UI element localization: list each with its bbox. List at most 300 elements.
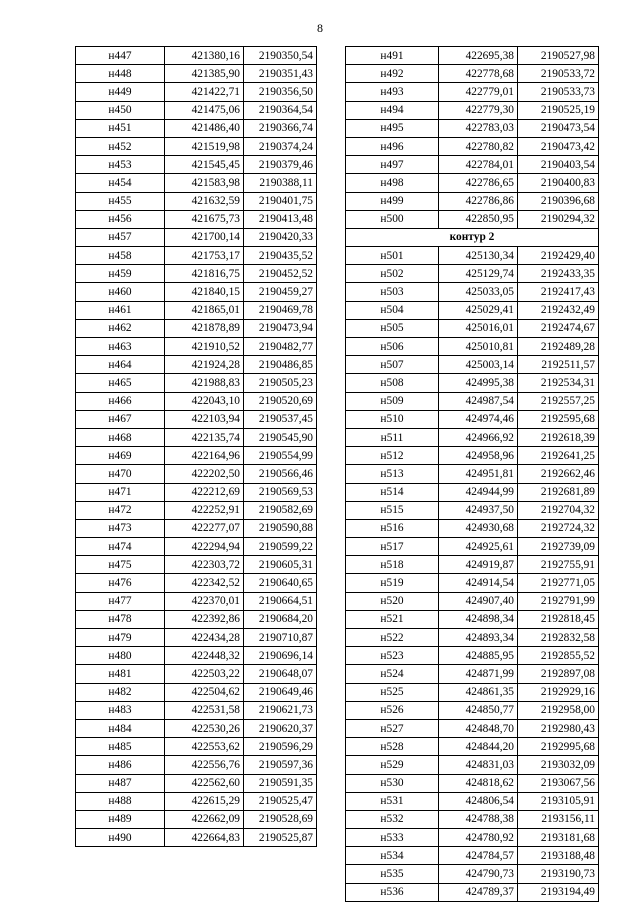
x-coordinate-cell: 421486,40 bbox=[165, 119, 244, 137]
y-coordinate-cell: 2190597,36 bbox=[244, 756, 317, 774]
table-row bbox=[346, 519, 599, 537]
x-coordinate-cell: 424937,50 bbox=[439, 501, 518, 519]
table-row bbox=[76, 65, 317, 83]
y-coordinate-cell: 2190356,50 bbox=[244, 83, 317, 101]
x-coordinate-cell: 422615,29 bbox=[165, 792, 244, 810]
y-coordinate-cell: 2190294,32 bbox=[518, 210, 599, 228]
point-id-cell: н494 bbox=[346, 101, 439, 119]
y-coordinate-cell: 2192534,31 bbox=[518, 374, 599, 392]
coordinates-table-right bbox=[345, 46, 599, 902]
y-coordinate-cell: 2192739,09 bbox=[518, 538, 599, 556]
table-row bbox=[76, 283, 317, 301]
x-coordinate-cell: 422695,38 bbox=[439, 47, 518, 65]
x-coordinate-cell: 422779,30 bbox=[439, 101, 518, 119]
point-id-cell: н471 bbox=[76, 483, 165, 501]
table-row bbox=[346, 556, 599, 574]
point-id-cell: н493 bbox=[346, 83, 439, 101]
y-coordinate-cell: 2193194,49 bbox=[518, 883, 599, 901]
table-row bbox=[76, 192, 317, 210]
table-row bbox=[346, 883, 599, 901]
y-coordinate-cell: 2190525,87 bbox=[244, 829, 317, 847]
x-coordinate-cell: 421545,45 bbox=[165, 156, 244, 174]
point-id-cell: н517 bbox=[346, 538, 439, 556]
y-coordinate-cell: 2192489,28 bbox=[518, 338, 599, 356]
point-id-cell: н458 bbox=[76, 247, 165, 265]
table-row bbox=[346, 701, 599, 719]
table-row bbox=[76, 119, 317, 137]
y-coordinate-cell: 2190350,54 bbox=[244, 47, 317, 65]
y-coordinate-cell: 2192557,25 bbox=[518, 392, 599, 410]
point-id-cell: н455 bbox=[76, 192, 165, 210]
table-row bbox=[76, 410, 317, 428]
y-coordinate-cell: 2192958,00 bbox=[518, 701, 599, 719]
x-coordinate-cell: 424974,46 bbox=[439, 410, 518, 428]
x-coordinate-cell: 421385,90 bbox=[165, 65, 244, 83]
point-id-cell: н525 bbox=[346, 683, 439, 701]
y-coordinate-cell: 2190351,43 bbox=[244, 65, 317, 83]
point-id-cell: н521 bbox=[346, 610, 439, 628]
x-coordinate-cell: 422043,10 bbox=[165, 392, 244, 410]
point-id-cell: н519 bbox=[346, 574, 439, 592]
y-coordinate-cell: 2190533,72 bbox=[518, 65, 599, 83]
y-coordinate-cell: 2190596,29 bbox=[244, 738, 317, 756]
table-row bbox=[346, 592, 599, 610]
y-coordinate-cell: 2190473,94 bbox=[244, 319, 317, 337]
y-coordinate-cell: 2190400,83 bbox=[518, 174, 599, 192]
point-id-cell: н499 bbox=[346, 192, 439, 210]
point-id-cell: н451 bbox=[76, 119, 165, 137]
y-coordinate-cell: 2190527,98 bbox=[518, 47, 599, 65]
point-id-cell: н475 bbox=[76, 556, 165, 574]
y-coordinate-cell: 2190401,75 bbox=[244, 192, 317, 210]
x-coordinate-cell: 422252,91 bbox=[165, 501, 244, 519]
page-number: 8 bbox=[317, 21, 323, 35]
section-heading: контур 2 bbox=[346, 228, 599, 246]
point-id-cell: н456 bbox=[76, 210, 165, 228]
table-row bbox=[76, 592, 317, 610]
y-coordinate-cell: 2192618,39 bbox=[518, 428, 599, 446]
table-row bbox=[346, 847, 599, 865]
table-row bbox=[346, 738, 599, 756]
y-coordinate-cell: 2190554,99 bbox=[244, 447, 317, 465]
table-row bbox=[76, 247, 317, 265]
table-row bbox=[346, 192, 599, 210]
x-coordinate-cell: 421519,98 bbox=[165, 137, 244, 155]
table-row bbox=[76, 428, 317, 446]
point-id-cell: н461 bbox=[76, 301, 165, 319]
point-id-cell: н522 bbox=[346, 629, 439, 647]
point-id-cell: н477 bbox=[76, 592, 165, 610]
point-id-cell: н512 bbox=[346, 447, 439, 465]
point-id-cell: н528 bbox=[346, 738, 439, 756]
point-id-cell: н465 bbox=[76, 374, 165, 392]
y-coordinate-cell: 2192755,91 bbox=[518, 556, 599, 574]
table-row bbox=[76, 137, 317, 155]
y-coordinate-cell: 2192511,57 bbox=[518, 356, 599, 374]
table-row bbox=[76, 829, 317, 847]
y-coordinate-cell: 2190582,69 bbox=[244, 501, 317, 519]
y-coordinate-cell: 2192433,35 bbox=[518, 265, 599, 283]
table-row bbox=[346, 483, 599, 501]
x-coordinate-cell: 425129,74 bbox=[439, 265, 518, 283]
point-id-cell: н479 bbox=[76, 629, 165, 647]
y-coordinate-cell: 2190640,65 bbox=[244, 574, 317, 592]
table-row bbox=[76, 792, 317, 810]
table-row bbox=[346, 629, 599, 647]
y-coordinate-cell: 2193067,56 bbox=[518, 774, 599, 792]
point-id-cell: н532 bbox=[346, 810, 439, 828]
x-coordinate-cell: 424893,34 bbox=[439, 629, 518, 647]
table-row bbox=[76, 301, 317, 319]
y-coordinate-cell: 2192771,05 bbox=[518, 574, 599, 592]
y-coordinate-cell: 2190525,19 bbox=[518, 101, 599, 119]
y-coordinate-cell: 2193156,11 bbox=[518, 810, 599, 828]
point-id-cell: н464 bbox=[76, 356, 165, 374]
point-id-cell: н508 bbox=[346, 374, 439, 392]
y-coordinate-cell: 2190590,88 bbox=[244, 519, 317, 537]
point-id-cell: н489 bbox=[76, 810, 165, 828]
table-row bbox=[346, 265, 599, 283]
x-coordinate-cell: 422103,94 bbox=[165, 410, 244, 428]
y-coordinate-cell: 2190664,51 bbox=[244, 592, 317, 610]
point-id-cell: н510 bbox=[346, 410, 439, 428]
table-row bbox=[76, 265, 317, 283]
x-coordinate-cell: 422277,07 bbox=[165, 519, 244, 537]
y-coordinate-cell: 2190388,11 bbox=[244, 174, 317, 192]
point-id-cell: н511 bbox=[346, 428, 439, 446]
y-coordinate-cell: 2190525,47 bbox=[244, 792, 317, 810]
y-coordinate-cell: 2190537,45 bbox=[244, 410, 317, 428]
y-coordinate-cell: 2190459,27 bbox=[244, 283, 317, 301]
point-id-cell: н460 bbox=[76, 283, 165, 301]
x-coordinate-cell: 424987,54 bbox=[439, 392, 518, 410]
point-id-cell: н513 bbox=[346, 465, 439, 483]
x-coordinate-cell: 421878,89 bbox=[165, 319, 244, 337]
point-id-cell: н453 bbox=[76, 156, 165, 174]
table-row bbox=[76, 228, 317, 246]
point-id-cell: н478 bbox=[76, 610, 165, 628]
y-coordinate-cell: 2192641,25 bbox=[518, 447, 599, 465]
x-coordinate-cell: 422164,96 bbox=[165, 447, 244, 465]
table-row bbox=[346, 829, 599, 847]
x-coordinate-cell: 422783,03 bbox=[439, 119, 518, 137]
point-id-cell: н485 bbox=[76, 738, 165, 756]
table-row bbox=[76, 538, 317, 556]
table-row bbox=[76, 338, 317, 356]
y-coordinate-cell: 2192929,16 bbox=[518, 683, 599, 701]
point-id-cell: н536 bbox=[346, 883, 439, 901]
point-id-cell: н503 bbox=[346, 283, 439, 301]
x-coordinate-cell: 425016,01 bbox=[439, 319, 518, 337]
point-id-cell: н463 bbox=[76, 338, 165, 356]
x-coordinate-cell: 421583,98 bbox=[165, 174, 244, 192]
y-coordinate-cell: 2190605,31 bbox=[244, 556, 317, 574]
y-coordinate-cell: 2193181,68 bbox=[518, 829, 599, 847]
table-row bbox=[76, 629, 317, 647]
point-id-cell: н454 bbox=[76, 174, 165, 192]
point-id-cell: н491 bbox=[346, 47, 439, 65]
x-coordinate-cell: 424844,20 bbox=[439, 738, 518, 756]
y-coordinate-cell: 2190420,33 bbox=[244, 228, 317, 246]
x-coordinate-cell: 421753,17 bbox=[165, 247, 244, 265]
x-coordinate-cell: 424930,68 bbox=[439, 519, 518, 537]
x-coordinate-cell: 421632,59 bbox=[165, 192, 244, 210]
y-coordinate-cell: 2190469,78 bbox=[244, 301, 317, 319]
coordinates-table-left bbox=[75, 46, 317, 847]
x-coordinate-cell: 422202,50 bbox=[165, 465, 244, 483]
x-coordinate-cell: 424951,81 bbox=[439, 465, 518, 483]
table-row bbox=[76, 738, 317, 756]
x-coordinate-cell: 424818,62 bbox=[439, 774, 518, 792]
x-coordinate-cell: 424919,87 bbox=[439, 556, 518, 574]
table-row bbox=[76, 210, 317, 228]
x-coordinate-cell: 422303,72 bbox=[165, 556, 244, 574]
point-id-cell: н466 bbox=[76, 392, 165, 410]
table-row bbox=[76, 683, 317, 701]
y-coordinate-cell: 2190696,14 bbox=[244, 647, 317, 665]
y-coordinate-cell: 2190486,85 bbox=[244, 356, 317, 374]
table-row bbox=[76, 156, 317, 174]
point-id-cell: н502 bbox=[346, 265, 439, 283]
point-id-cell: н450 bbox=[76, 101, 165, 119]
point-id-cell: н496 bbox=[346, 137, 439, 155]
y-coordinate-cell: 2190403,54 bbox=[518, 156, 599, 174]
y-coordinate-cell: 2190545,90 bbox=[244, 428, 317, 446]
point-id-cell: н504 bbox=[346, 301, 439, 319]
x-coordinate-cell: 421840,15 bbox=[165, 283, 244, 301]
point-id-cell: н505 bbox=[346, 319, 439, 337]
x-coordinate-cell: 422553,62 bbox=[165, 738, 244, 756]
point-id-cell: н520 bbox=[346, 592, 439, 610]
table-row bbox=[346, 501, 599, 519]
point-id-cell: н515 bbox=[346, 501, 439, 519]
table-row bbox=[346, 447, 599, 465]
point-id-cell: н487 bbox=[76, 774, 165, 792]
y-coordinate-cell: 2192897,08 bbox=[518, 665, 599, 683]
table-row bbox=[76, 719, 317, 737]
table-row bbox=[76, 356, 317, 374]
x-coordinate-cell: 424958,96 bbox=[439, 447, 518, 465]
y-coordinate-cell: 2192704,32 bbox=[518, 501, 599, 519]
point-id-cell: н488 bbox=[76, 792, 165, 810]
y-coordinate-cell: 2190569,53 bbox=[244, 483, 317, 501]
table-row bbox=[346, 810, 599, 828]
x-coordinate-cell: 424898,34 bbox=[439, 610, 518, 628]
x-coordinate-cell: 421865,01 bbox=[165, 301, 244, 319]
point-id-cell: н535 bbox=[346, 865, 439, 883]
x-coordinate-cell: 422342,52 bbox=[165, 574, 244, 592]
y-coordinate-cell: 2190452,52 bbox=[244, 265, 317, 283]
x-coordinate-cell: 422135,74 bbox=[165, 428, 244, 446]
x-coordinate-cell: 422850,95 bbox=[439, 210, 518, 228]
x-coordinate-cell: 424780,92 bbox=[439, 829, 518, 847]
y-coordinate-cell: 2190413,48 bbox=[244, 210, 317, 228]
x-coordinate-cell: 421422,71 bbox=[165, 83, 244, 101]
y-coordinate-cell: 2193190,73 bbox=[518, 865, 599, 883]
table-row bbox=[76, 647, 317, 665]
table-row bbox=[76, 483, 317, 501]
x-coordinate-cell: 425010,81 bbox=[439, 338, 518, 356]
y-coordinate-cell: 2190710,87 bbox=[244, 629, 317, 647]
y-coordinate-cell: 2192855,52 bbox=[518, 647, 599, 665]
table-row bbox=[76, 83, 317, 101]
x-coordinate-cell: 422786,65 bbox=[439, 174, 518, 192]
y-coordinate-cell: 2192995,68 bbox=[518, 738, 599, 756]
table-row bbox=[346, 119, 599, 137]
table-row bbox=[346, 647, 599, 665]
x-coordinate-cell: 421988,83 bbox=[165, 374, 244, 392]
point-id-cell: н506 bbox=[346, 338, 439, 356]
y-coordinate-cell: 2190374,24 bbox=[244, 137, 317, 155]
table-row bbox=[76, 319, 317, 337]
table-row bbox=[346, 792, 599, 810]
y-coordinate-cell: 2190533,73 bbox=[518, 83, 599, 101]
table-row bbox=[346, 665, 599, 683]
point-id-cell: н526 bbox=[346, 701, 439, 719]
x-coordinate-cell: 422784,01 bbox=[439, 156, 518, 174]
table-row bbox=[76, 610, 317, 628]
table-row bbox=[76, 774, 317, 792]
y-coordinate-cell: 2190366,74 bbox=[244, 119, 317, 137]
point-id-cell: н468 bbox=[76, 428, 165, 446]
table-row bbox=[346, 610, 599, 628]
x-coordinate-cell: 422662,09 bbox=[165, 810, 244, 828]
x-coordinate-cell: 424966,92 bbox=[439, 428, 518, 446]
y-coordinate-cell: 2190520,69 bbox=[244, 392, 317, 410]
y-coordinate-cell: 2193188,48 bbox=[518, 847, 599, 865]
table-row bbox=[76, 701, 317, 719]
point-id-cell: н473 bbox=[76, 519, 165, 537]
x-coordinate-cell: 421700,14 bbox=[165, 228, 244, 246]
point-id-cell: н459 bbox=[76, 265, 165, 283]
x-coordinate-cell: 422778,68 bbox=[439, 65, 518, 83]
x-coordinate-cell: 422448,32 bbox=[165, 647, 244, 665]
table-row bbox=[76, 47, 317, 65]
x-coordinate-cell: 421675,73 bbox=[165, 210, 244, 228]
x-coordinate-cell: 424861,35 bbox=[439, 683, 518, 701]
table-row bbox=[346, 283, 599, 301]
table-row bbox=[76, 574, 317, 592]
table-row bbox=[76, 392, 317, 410]
table-row bbox=[346, 774, 599, 792]
table-row bbox=[346, 65, 599, 83]
point-id-cell: н474 bbox=[76, 538, 165, 556]
table-row bbox=[76, 101, 317, 119]
y-coordinate-cell: 2190621,73 bbox=[244, 701, 317, 719]
x-coordinate-cell: 422504,62 bbox=[165, 683, 244, 701]
point-id-cell: н495 bbox=[346, 119, 439, 137]
x-coordinate-cell: 424914,54 bbox=[439, 574, 518, 592]
table-row bbox=[346, 719, 599, 737]
table-row bbox=[346, 319, 599, 337]
point-id-cell: н497 bbox=[346, 156, 439, 174]
table-row bbox=[76, 374, 317, 392]
point-id-cell: н457 bbox=[76, 228, 165, 246]
y-coordinate-cell: 2190473,54 bbox=[518, 119, 599, 137]
table-row bbox=[346, 47, 599, 65]
x-coordinate-cell: 422434,28 bbox=[165, 629, 244, 647]
y-coordinate-cell: 2190396,68 bbox=[518, 192, 599, 210]
point-id-cell: н472 bbox=[76, 501, 165, 519]
table-row bbox=[76, 519, 317, 537]
x-coordinate-cell: 422212,69 bbox=[165, 483, 244, 501]
point-id-cell: н480 bbox=[76, 647, 165, 665]
y-coordinate-cell: 2192595,68 bbox=[518, 410, 599, 428]
y-coordinate-cell: 2192791,99 bbox=[518, 592, 599, 610]
point-id-cell: н530 bbox=[346, 774, 439, 792]
point-id-cell: н492 bbox=[346, 65, 439, 83]
y-coordinate-cell: 2190684,20 bbox=[244, 610, 317, 628]
table-row bbox=[346, 174, 599, 192]
point-id-cell: н523 bbox=[346, 647, 439, 665]
point-id-cell: н507 bbox=[346, 356, 439, 374]
x-coordinate-cell: 424790,73 bbox=[439, 865, 518, 883]
y-coordinate-cell: 2190591,35 bbox=[244, 774, 317, 792]
table-row bbox=[76, 174, 317, 192]
table-row bbox=[346, 756, 599, 774]
point-id-cell: н527 bbox=[346, 719, 439, 737]
x-coordinate-cell: 421816,75 bbox=[165, 265, 244, 283]
point-id-cell: н514 bbox=[346, 483, 439, 501]
x-coordinate-cell: 424944,99 bbox=[439, 483, 518, 501]
y-coordinate-cell: 2190482,77 bbox=[244, 338, 317, 356]
y-coordinate-cell: 2190435,52 bbox=[244, 247, 317, 265]
table-row bbox=[346, 101, 599, 119]
y-coordinate-cell: 2190620,37 bbox=[244, 719, 317, 737]
point-id-cell: н529 bbox=[346, 756, 439, 774]
table-row bbox=[76, 810, 317, 828]
y-coordinate-cell: 2190528,69 bbox=[244, 810, 317, 828]
x-coordinate-cell: 424848,70 bbox=[439, 719, 518, 737]
table-row bbox=[76, 556, 317, 574]
point-id-cell: н447 bbox=[76, 47, 165, 65]
table-row bbox=[346, 356, 599, 374]
table-row bbox=[346, 538, 599, 556]
x-coordinate-cell: 422562,60 bbox=[165, 774, 244, 792]
x-coordinate-cell: 425003,14 bbox=[439, 356, 518, 374]
x-coordinate-cell: 421910,52 bbox=[165, 338, 244, 356]
table-row bbox=[346, 683, 599, 701]
y-coordinate-cell: 2192980,43 bbox=[518, 719, 599, 737]
table-row bbox=[346, 374, 599, 392]
x-coordinate-cell: 424806,54 bbox=[439, 792, 518, 810]
point-id-cell: н516 bbox=[346, 519, 439, 537]
point-id-cell: н500 bbox=[346, 210, 439, 228]
y-coordinate-cell: 2190505,23 bbox=[244, 374, 317, 392]
table-row bbox=[346, 338, 599, 356]
x-coordinate-cell: 422392,86 bbox=[165, 610, 244, 628]
y-coordinate-cell: 2192681,89 bbox=[518, 483, 599, 501]
table-row bbox=[346, 301, 599, 319]
x-coordinate-cell: 424871,99 bbox=[439, 665, 518, 683]
point-id-cell: н470 bbox=[76, 465, 165, 483]
y-coordinate-cell: 2192432,49 bbox=[518, 301, 599, 319]
table-row bbox=[76, 465, 317, 483]
x-coordinate-cell: 421380,16 bbox=[165, 47, 244, 65]
y-coordinate-cell: 2190473,42 bbox=[518, 137, 599, 155]
x-coordinate-cell: 424995,38 bbox=[439, 374, 518, 392]
x-coordinate-cell: 424850,77 bbox=[439, 701, 518, 719]
x-coordinate-cell: 424831,03 bbox=[439, 756, 518, 774]
table-row bbox=[346, 156, 599, 174]
y-coordinate-cell: 2192724,32 bbox=[518, 519, 599, 537]
y-coordinate-cell: 2190599,22 bbox=[244, 538, 317, 556]
point-id-cell: н469 bbox=[76, 447, 165, 465]
table-row bbox=[346, 410, 599, 428]
y-coordinate-cell: 2193032,09 bbox=[518, 756, 599, 774]
x-coordinate-cell: 422786,86 bbox=[439, 192, 518, 210]
table-row bbox=[76, 447, 317, 465]
